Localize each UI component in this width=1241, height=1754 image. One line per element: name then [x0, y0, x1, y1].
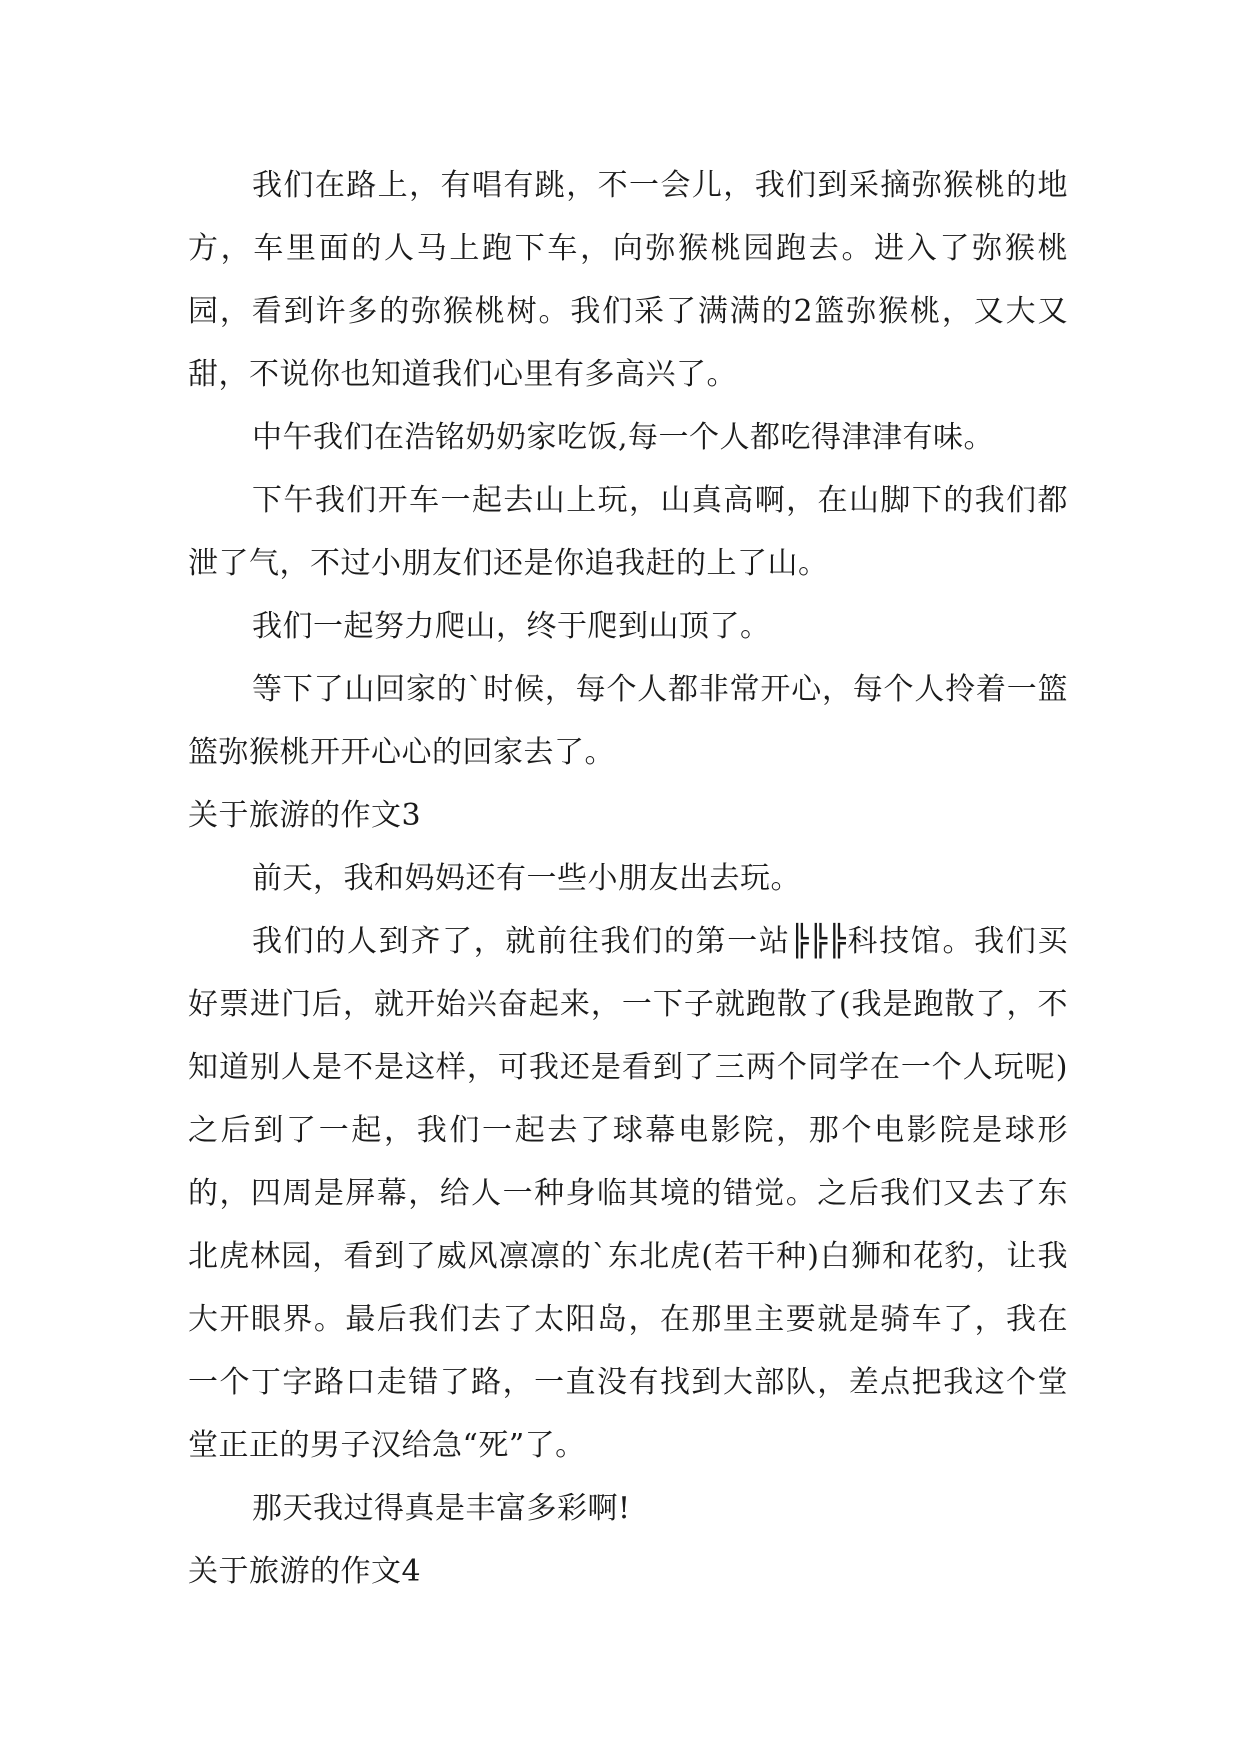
- paragraph-colorful-day: 那天我过得真是丰富多彩啊!: [252, 1491, 631, 1526]
- paragraph-lunch: 中午我们在浩铭奶奶家吃饭,每一个人都吃得津津有味。: [252, 420, 995, 455]
- paragraph-picking-kiwi: 我们在路上，有唱有跳，不一会儿，我们到采摘弥猴桃的地方，车里面的人马上跑下车，向弥猴桃园跑去。进入了弥猴桃园，看到许多的弥猴桃树。我们采了满满的2篮弥猴桃，又大又甜，不说你也知道我们心里有多高兴了。: [188, 168, 1068, 392]
- section-heading-essay-4: 关于旅游的作文4: [188, 1554, 422, 1589]
- paragraph-afternoon-mountain: 下午我们开车一起去山上玩，山真高啊，在山脚下的我们都泄了气，不过小朋友们还是你追我赶的上了山。: [188, 483, 1068, 581]
- document-body: [188, 154, 1068, 1603]
- paragraph-day-before: 前天，我和妈妈还有一些小朋友出去玩。: [252, 861, 801, 896]
- section-heading-essay-3: 关于旅游的作文3: [188, 798, 422, 833]
- paragraph-science-museum: 我们的人到齐了，就前往我们的第一站╠╠╠科技馆。我们买好票进门后，就开始兴奋起来，一下子就跑散了(我是跑散了，不知道别人是不是这样，可我还是看到了三两个同学在一个人玩呢)之后到了一起，我们一起去了球幕电影院，那个电影院是球形的，四周是屏幕，给人一种身临其境的错觉。之后我们又去了东北虎林园，看到了威风凛凛的`东北虎(若干种)白狮和花豹，让我大开眼界。最后我们去了太阳岛，在那里主要就是骑车了，我在一个丁字路口走错了路，一直没有找到大部队，差点把我这个堂堂正正的男子汉给急“死”了。: [188, 924, 1068, 1463]
- paragraph-go-home: 等下了山回家的`时候，每个人都非常开心，每个人拎着一篮篮弥猴桃开开心心的回家去了。: [188, 672, 1068, 770]
- paragraph-climb-summit: 我们一起努力爬山，终于爬到山顶了。: [252, 609, 771, 644]
